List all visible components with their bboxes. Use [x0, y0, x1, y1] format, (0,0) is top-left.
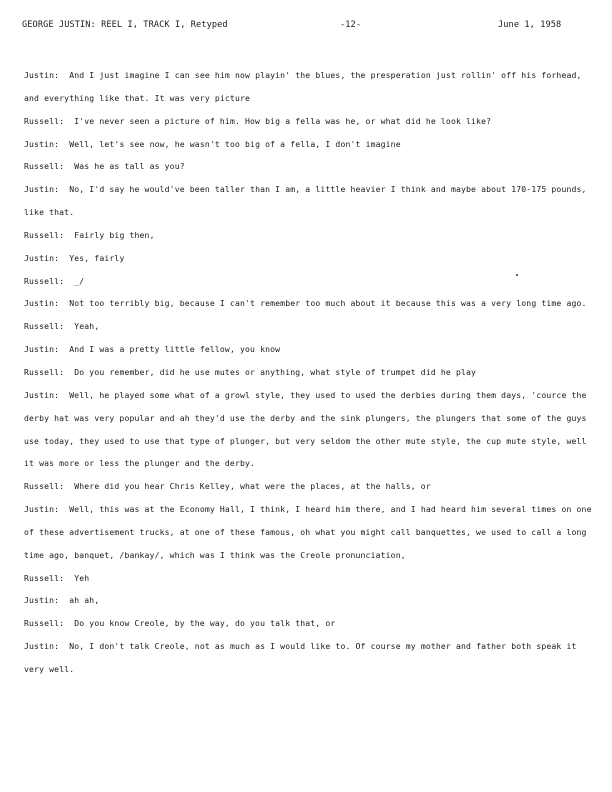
- header-date: June 1, 1958: [498, 20, 562, 30]
- speaker-label: Justin:: [24, 595, 60, 606]
- stray-mark: [516, 274, 518, 276]
- utterance: [24, 315, 592, 338]
- speaker-label: Russell:: [24, 161, 65, 172]
- speaker-label: Russell:: [24, 481, 65, 492]
- utterance: [24, 612, 592, 635]
- utterance-text: Fairly big then,: [74, 229, 155, 240]
- utterance-text: No, I don't talk Creole, not as much as I would like to. Of course my mother and father both speak it very well.: [24, 641, 577, 674]
- utterance-text: _/: [74, 275, 85, 286]
- utterance-text: Well, let's see now, he wasn't too big of a fella, I don't imagine: [69, 138, 401, 149]
- utterance-text: ah ah,: [69, 595, 100, 606]
- utterance: [24, 110, 592, 133]
- speaker-label: Russell:: [24, 275, 65, 286]
- transcript-body: [24, 64, 592, 681]
- utterance: [24, 247, 592, 270]
- utterance: [24, 361, 592, 384]
- utterance: [24, 635, 592, 681]
- speaker-label: Justin:: [24, 298, 60, 309]
- speaker-label: Justin:: [24, 252, 60, 263]
- utterance-text: Yes, fairly: [69, 252, 125, 263]
- speaker-label: Justin:: [24, 70, 60, 80]
- page-number: -12-: [340, 20, 362, 30]
- page-header: [22, 20, 592, 34]
- speaker-label: Russell:: [24, 618, 65, 629]
- header-title: GEORGE JUSTIN: REEL I, TRACK I, Retyped: [22, 20, 228, 30]
- utterance-text: Not too terribly big, because I can't remember too much about it because this was a very long time ago.: [69, 298, 587, 309]
- utterance: [24, 64, 592, 110]
- utterance-text: And I just imagine I can see him now playin' the blues, the presperation just rollin' off his forhead, and everything like that. It was very picture: [24, 70, 582, 103]
- speaker-label: Russell:: [24, 572, 65, 583]
- speaker-label: Russell:: [24, 229, 65, 240]
- utterance: [24, 178, 592, 224]
- speaker-label: Justin:: [24, 641, 60, 652]
- speaker-label: Justin:: [24, 504, 60, 515]
- speaker-label: Justin:: [24, 389, 60, 400]
- utterance-text: And I was a pretty little fellow, you know: [69, 344, 281, 355]
- utterance-text: Do you know Creole, by the way, do you talk that, or: [74, 618, 336, 629]
- utterance: [24, 270, 592, 293]
- speaker-label: Russell:: [24, 115, 65, 126]
- utterance-text: Yeh: [74, 572, 90, 583]
- utterance: [24, 133, 592, 156]
- speaker-label: Justin:: [24, 138, 60, 149]
- utterance: [24, 384, 592, 475]
- speaker-label: Russell:: [24, 366, 65, 377]
- utterance: [24, 567, 592, 590]
- utterance-text: No, I'd say he would've been taller than I am, a little heavier I think and maybe about 170-175 pounds, like that.: [24, 184, 587, 218]
- utterance: [24, 338, 592, 361]
- speaker-label: Justin:: [24, 344, 60, 355]
- utterance: [24, 155, 592, 178]
- utterance-text: Well, this was at the Economy Hall, I think, I heard him there, and I had heard him several times on one of these advertisement trucks, at one of these famous, oh what you might call banquettes, we used to call a long time ago, banquet, /bankay/, which was I think was the Creole pronunciation,: [24, 504, 592, 560]
- utterance: [24, 224, 592, 247]
- utterance: [24, 292, 592, 315]
- speaker-label: Russell:: [24, 321, 65, 332]
- utterance-text: Yeah,: [74, 321, 100, 332]
- utterance: [24, 589, 592, 612]
- speaker-label: Justin:: [24, 184, 60, 195]
- utterance: [24, 475, 592, 498]
- utterance-text: Where did you hear Chris Kelley, what were the places, at the halls, or: [74, 481, 431, 492]
- utterance-text: Do you remember, did he use mutes or anything, what style of trumpet did he play: [74, 366, 477, 377]
- utterance: [24, 498, 592, 567]
- utterance-text: I've never seen a picture of him. How big a fella was he, or what did he look like?: [74, 115, 492, 126]
- utterance-text: Well, he played some what of a growl style, they used to used the derbies during them days, 'cource the derby hat was very popular and ah they'd use the derby and the sink plungers, the plungers that some of the guys use today, they used to use that type of plunger, but very seldom the other mute style, the cup mute style, well it was more or less the plunger and the derby.: [24, 389, 587, 469]
- utterance-text: Was he as tall as you?: [74, 161, 185, 172]
